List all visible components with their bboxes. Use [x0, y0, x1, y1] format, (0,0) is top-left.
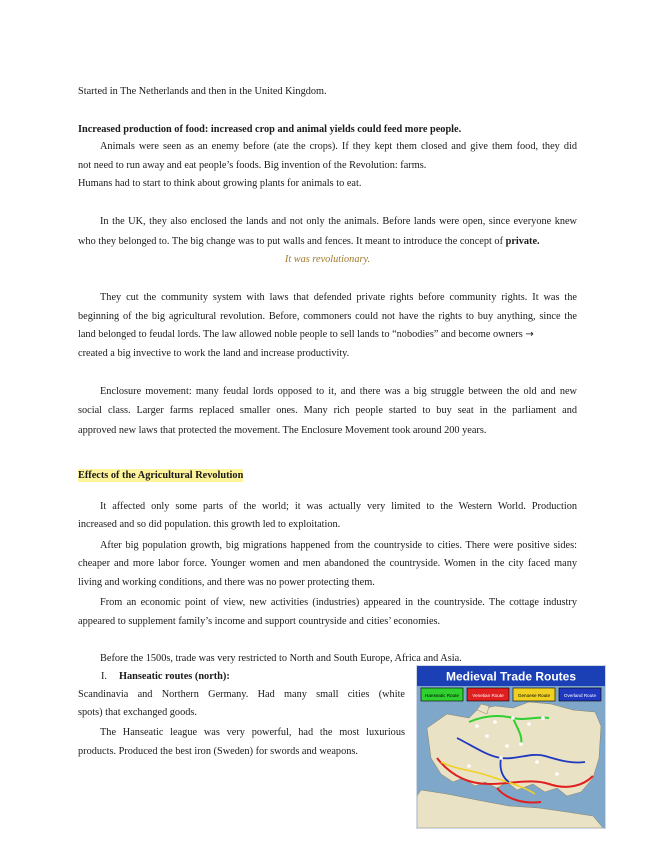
paragraph-line: Enclosure movement: many feudal lords opposed to it, and there was a big struggle between the old and new — [100, 386, 577, 397]
legend-item-hanseatic — [421, 688, 463, 701]
paragraph-line — [78, 235, 540, 248]
map-illustration — [417, 666, 605, 828]
paragraph-line: increased and so did population. this growth led to exploitation. — [78, 519, 341, 530]
paragraph-line: Humans had to start to think about growing plants for animals to eat. — [78, 178, 362, 189]
svg-text:Overland Route: Overland Route — [563, 693, 597, 698]
paragraph-line: Before the 1500s, trade was very restricted to North and South Europe, Africa and Asia. — [100, 653, 462, 664]
paragraph-line: created a big invective to work the land and increase productivity. — [78, 348, 350, 359]
paragraph-line: beginning of the big agricultural revolution. Before, commoners could not have the rights to buy anything, since the — [78, 311, 577, 322]
svg-text:Hanseatic Route: Hanseatic Route — [425, 693, 459, 698]
paragraph-line: From an economic point of view, new activities (industries) appeared in the countryside. The cottage industry — [100, 597, 577, 608]
paragraph-line: not need to run away and eat people’s foods. Big invention of the Revolution: farms. — [78, 160, 427, 171]
emphasis-private: private. — [505, 236, 540, 247]
paragraph-text: land belonged to feudal lords. The law allowed noble people to sell lands to “nobodies” and become owners — [78, 329, 523, 340]
highlighted-heading: Effects of the Agricultural Revolution — [78, 470, 244, 481]
highlight-quote: It was revolutionary. — [284, 254, 371, 265]
paragraph-line: appeared to supplement family’s income and support countryside and cities’ economies. — [78, 616, 441, 627]
paragraph-line: Scandinavia and Northern Germany. Had many small cities (white — [78, 689, 405, 700]
paragraph-line: living and working conditions, and there was no power protecting them. — [78, 577, 375, 588]
paragraph-line: Animals were seen as an enemy before (ate the crops). If they kept them closed and give them food, they did — [100, 141, 577, 152]
medieval-trade-routes-map — [416, 665, 606, 829]
paragraph-line: social class. Larger farms replaced smaller ones. Many rich people started to buy seat in the parliament and — [78, 405, 577, 416]
subheading-hanseatic: Hanseatic routes (north): — [119, 671, 230, 682]
intro-paragraph: Started in The Netherlands and then in the United Kingdom. — [78, 86, 327, 97]
map-title: Medieval Trade Routes — [445, 669, 577, 684]
paragraph-line: spots) that exchanged goods. — [78, 707, 197, 718]
legend-item-venetian — [467, 688, 509, 701]
paragraph-line: cheaper and more labor force. Younger women and men abandoned the countryside. Women in the city faced many — [78, 558, 577, 569]
paragraph-text: who they belonged to. The big change was to put walls and fences. It meant to introduce the concept of — [78, 236, 504, 247]
list-marker: I. — [101, 671, 108, 682]
svg-text:Venetian Route: Venetian Route — [472, 693, 504, 698]
paragraph-line: After big population growth, big migrations happened from the countryside to cities. There were positive sides: — [100, 540, 577, 551]
paragraph-line: In the UK, they also enclosed the lands and not only the animals. Before lands were open, since everyone knew — [100, 216, 577, 227]
paragraph-line: products. Produced the best iron (Sweden) for swords and weapons. — [78, 746, 358, 757]
legend-item-genoese — [513, 688, 555, 701]
section-heading-food: Increased production of food: increased crop and animal yields could feed more people. — [78, 124, 462, 135]
svg-text:Genoese Route: Genoese Route — [517, 693, 551, 698]
right-arrow-icon: → — [525, 329, 534, 340]
paragraph-line: They cut the community system with laws that defended private rights before community rights. It was the — [100, 292, 577, 303]
paragraph-line: The Hanseatic league was very powerful, had the most luxurious — [100, 727, 405, 738]
section-heading-effects — [78, 469, 243, 482]
paragraph-line: It affected only some parts of the world; it was actually very limited to the Western World. Production — [100, 501, 577, 512]
legend-item-overland — [559, 688, 601, 701]
paragraph-line — [78, 328, 534, 341]
paragraph-line: approved new laws that protected the movement. The Enclosure Movement took around 200 years. — [78, 425, 487, 436]
